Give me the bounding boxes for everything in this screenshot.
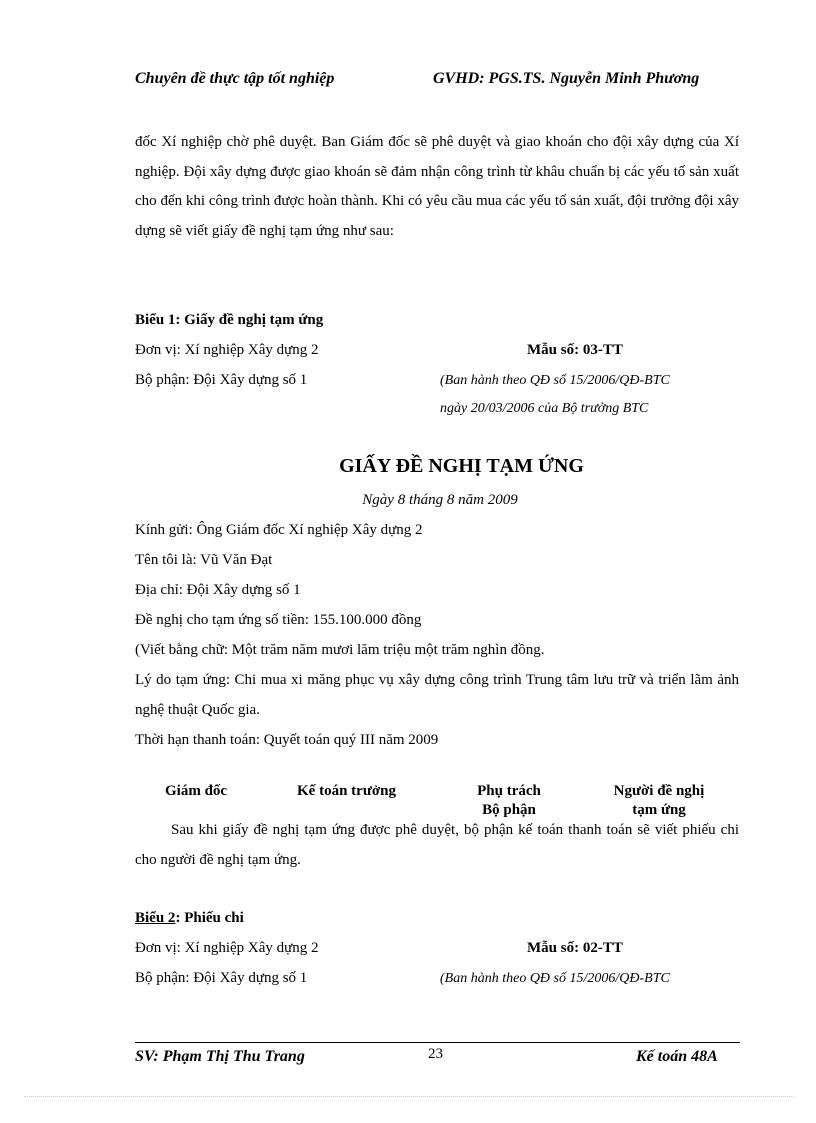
signature-director: Giám đốc bbox=[165, 783, 228, 799]
intro-paragraph: đốc Xí nghiệp chờ phê duyệt. Ban Giám đốc sẽ phê duyệt và giao khoán cho đội xây dựng của Xí nghiệp. Đội xây dựng được giao khoán sẽ đảm nhận công trình từ khâu chuẩn bị các yếu tố sản xuất cho đến khi công trình được hoàn thành. Khi có yêu cầu mua các yếu tố sản xuất, đội trưởng đội xây dựng sẽ viết giấy đề nghị tạm ứng như sau: bbox=[135, 134, 739, 239]
signature-requester-line2: tạm ứng bbox=[632, 802, 686, 818]
form1-amount: Đề nghị cho tạm ứng số tiền: 155.100.000 đồng bbox=[135, 612, 422, 628]
after-paragraph: Sau khi giấy đề nghị tạm ứng được phê duyệt, bộ phận kế toán thanh toán sẽ viết phiếu chi cho người đề nghị tạm ứng. bbox=[135, 822, 739, 868]
signature-requester-line1: Người đề nghị bbox=[613, 783, 705, 799]
form2-caption-label: Biểu 2 bbox=[135, 910, 176, 926]
form1-address: Địa chỉ: Đội Xây dựng số 1 bbox=[135, 582, 301, 598]
form1-reason: Lý do tạm ứng: Chi mua xi măng phục vụ xây dựng công trình Trung tâm lưu trữ và triển lãm ảnh nghệ thuật Quốc gia. bbox=[135, 672, 739, 718]
form1-date: Ngày 8 tháng 8 năm 2009 bbox=[362, 492, 518, 508]
signature-dept-head-line2: Bộ phận bbox=[482, 802, 536, 818]
signature-dept-head bbox=[467, 782, 551, 820]
header-title: Chuyên đề thực tập tốt nghiệp bbox=[135, 70, 335, 87]
signature-requester bbox=[598, 782, 720, 820]
form1-unit: Đơn vị: Xí nghiệp Xây dựng 2 bbox=[135, 342, 319, 358]
form2-department: Bộ phận: Đội Xây dựng số 1 bbox=[135, 970, 308, 986]
form2-issued-line1: (Ban hành theo QĐ số 15/2006/QĐ-BTC bbox=[440, 971, 670, 986]
form2-caption-colon: : bbox=[175, 910, 181, 926]
form1-name: Tên tôi là: Vũ Văn Đạt bbox=[135, 552, 273, 568]
header-supervisor: GVHD: PGS.TS. Nguyễn Minh Phương bbox=[433, 70, 700, 87]
footer-class: Kế toán 48A bbox=[636, 1048, 718, 1065]
footer-page-number: 23 bbox=[428, 1046, 443, 1062]
page-bottom-divider bbox=[24, 1096, 794, 1097]
form1-issued-line2: ngày 20/03/2006 của Bộ trưởng BTC bbox=[440, 401, 649, 416]
form1-issued-line1: (Ban hành theo QĐ số 15/2006/QĐ-BTC bbox=[440, 373, 670, 388]
footer-rule bbox=[135, 1042, 740, 1043]
form2-template-no: Mẫu số: 02-TT bbox=[527, 940, 623, 956]
form1-caption-label: Biểu 1: bbox=[135, 312, 181, 328]
form1-amount-words: (Viết bằng chữ: Một trăm năm mươi lăm triệu một trăm nghìn đồng. bbox=[135, 642, 545, 658]
form1-deadline: Thời hạn thanh toán: Quyết toán quý III năm 2009 bbox=[135, 732, 439, 748]
footer-student: SV: Phạm Thị Thu Trang bbox=[135, 1048, 305, 1065]
form2-unit: Đơn vị: Xí nghiệp Xây dựng 2 bbox=[135, 940, 319, 956]
form1-department: Bộ phận: Đội Xây dựng số 1 bbox=[135, 372, 308, 388]
form1-template-no: Mẫu số: 03-TT bbox=[527, 342, 623, 358]
signature-dept-head-line1: Phụ trách bbox=[477, 783, 541, 799]
signature-chief-accountant: Kế toán trưởng bbox=[297, 783, 396, 799]
form1-title: GIẤY ĐỀ NGHỊ TẠM ỨNG bbox=[339, 455, 584, 477]
form2-caption-title: Phiếu chi bbox=[184, 910, 244, 926]
form2-caption bbox=[135, 910, 244, 927]
form1-caption bbox=[135, 312, 323, 329]
form1-caption-title: Giấy đề nghị tạm ứng bbox=[184, 312, 324, 328]
form1-recipient: Kính gửi: Ông Giám đốc Xí nghiệp Xây dựng 2 bbox=[135, 522, 423, 538]
